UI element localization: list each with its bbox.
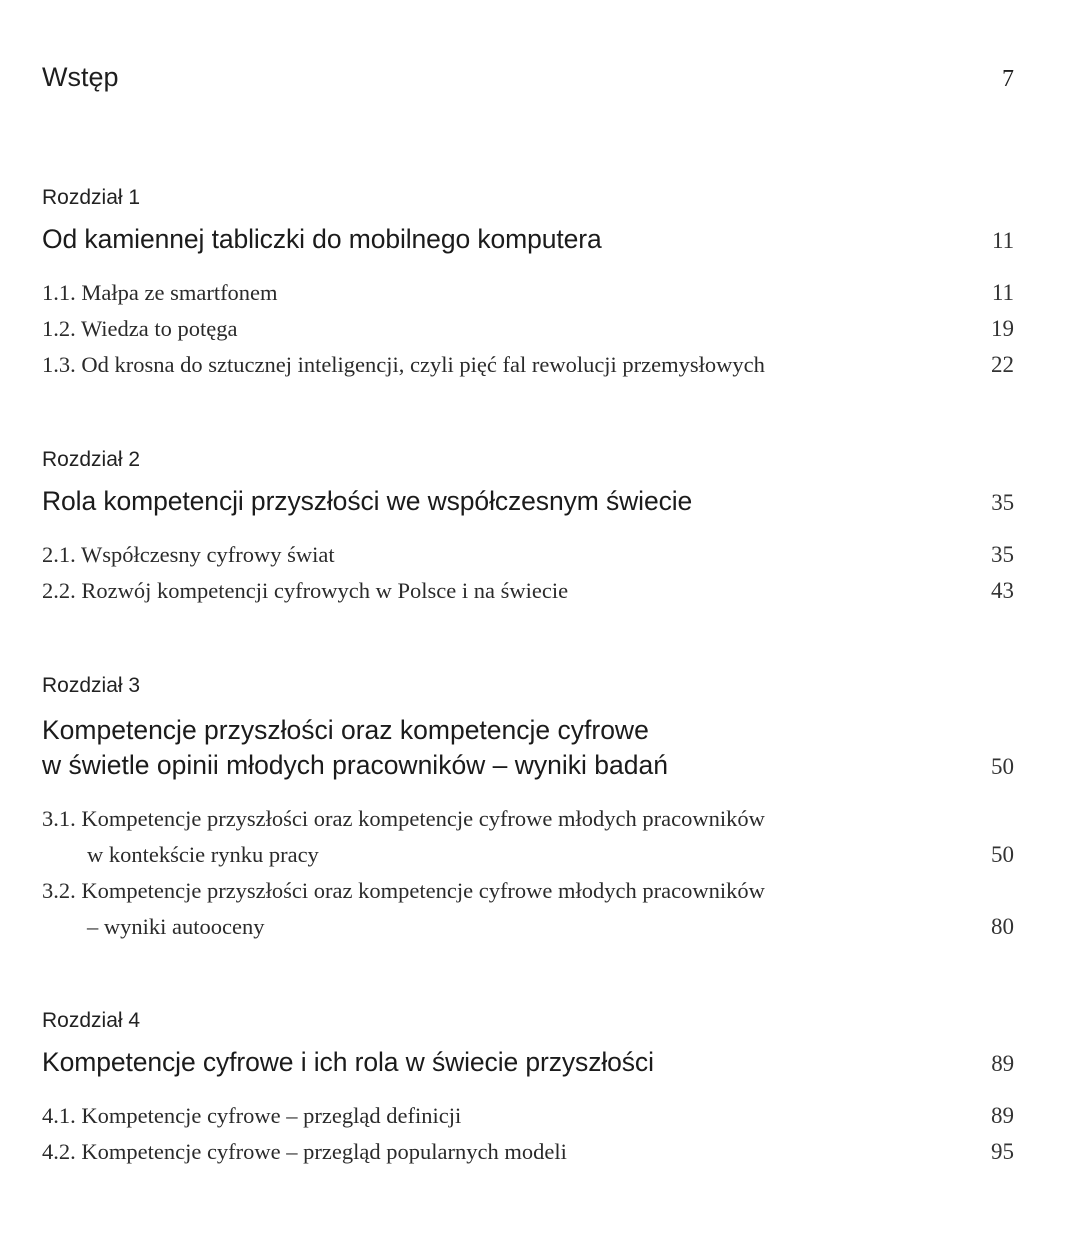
- chapter-1-label: Rozdział 1: [42, 186, 141, 209]
- section-1-3-page-number: 22: [991, 352, 1014, 377]
- section-number: 1.2.: [42, 316, 76, 341]
- toc-entry-intro[interactable]: [42, 62, 1014, 93]
- toc-entry-chapter-4[interactable]: [42, 1047, 1014, 1078]
- section-title: Wiedza to potęga: [80, 316, 238, 341]
- chapter-4-title: Kompetencje cyfrowe i ich rola w świecie przyszłości: [42, 1047, 654, 1077]
- toc-entry-section-3-1[interactable]: [42, 801, 1014, 873]
- section-title: Współczesny cyfrowy świat: [80, 542, 335, 567]
- section-number: 3.2.: [42, 878, 76, 903]
- section-3-1-page-number: 50: [991, 842, 1014, 867]
- section-4-1-title: [42, 1103, 461, 1129]
- section-number: 2.2.: [42, 578, 76, 603]
- toc-entry-section-4-2[interactable]: [42, 1139, 1014, 1165]
- section-1-1-title: [42, 280, 278, 306]
- section-4-2-title: [42, 1139, 567, 1165]
- section-title-line-1: Kompetencje przyszłości oraz kompetencje cyfrowe młodych pracowników: [81, 806, 765, 831]
- section-2-1-page-number: 35: [991, 542, 1014, 567]
- section-title: Od krosna do sztucznej inteligencji, czyli pięć fal rewolucji przemysłowych: [81, 352, 765, 377]
- section-number: 3.1.: [42, 806, 76, 831]
- section-title-line-2: – wyniki autooceny: [87, 914, 265, 939]
- section-2-1-title: [42, 542, 335, 568]
- section-number: 1.3.: [42, 352, 76, 377]
- section-1-1-page-number: 11: [991, 280, 1014, 305]
- section-1-2-title: [42, 316, 238, 342]
- section-title: Małpa ze smartfonem: [81, 280, 278, 305]
- section-3-2-page-number: 80: [991, 914, 1014, 939]
- toc-entry-chapter-1[interactable]: [42, 224, 1014, 255]
- chapter-1-title: Od kamiennej tabliczki do mobilnego komputera: [42, 224, 602, 254]
- section-2-2-title: [42, 578, 568, 604]
- chapter-3-label: Rozdział 3: [42, 674, 141, 697]
- section-title: Kompetencje cyfrowe – przegląd popularnych modeli: [81, 1139, 567, 1164]
- toc-entry-section-1-1[interactable]: [42, 280, 1014, 306]
- section-number: 1.1.: [42, 280, 76, 305]
- section-title-line-1: Kompetencje przyszłości oraz kompetencje cyfrowe młodych pracowników: [81, 878, 765, 903]
- section-title: Kompetencje cyfrowe – przegląd definicji: [81, 1103, 462, 1128]
- section-4-2-page-number: 95: [991, 1139, 1014, 1164]
- chapter-3-title-line-2: w świetle opinii młodych pracowników – wyniki badań: [42, 750, 668, 780]
- intro-title: Wstęp: [42, 62, 119, 92]
- section-1-2-page-number: 19: [991, 316, 1014, 341]
- section-4-1-page-number: 89: [991, 1103, 1014, 1128]
- chapter-3-title-line-1: Kompetencje przyszłości oraz kompetencje cyfrowe: [42, 715, 649, 745]
- section-number: 2.1.: [42, 542, 76, 567]
- section-1-3-title: [42, 352, 765, 378]
- toc-entry-chapter-2[interactable]: [42, 486, 1014, 517]
- toc-entry-section-2-1[interactable]: [42, 542, 1014, 568]
- chapter-2-label: Rozdział 2: [42, 448, 141, 471]
- toc-entry-chapter-3[interactable]: [42, 713, 1014, 784]
- section-title-line-2: w kontekście rynku pracy: [87, 842, 319, 867]
- toc-entry-section-1-3[interactable]: [42, 352, 1014, 378]
- toc-entry-section-1-2[interactable]: [42, 316, 1014, 342]
- chapter-2-page-number: 35: [991, 490, 1014, 515]
- section-2-2-page-number: 43: [991, 578, 1014, 603]
- chapter-3-page-number: 50: [991, 754, 1014, 779]
- intro-page-number: 7: [1002, 66, 1014, 92]
- chapter-4-page-number: 89: [991, 1051, 1014, 1076]
- chapter-1-page-number: 11: [992, 228, 1014, 253]
- toc-entry-section-4-1[interactable]: [42, 1103, 1014, 1129]
- section-number: 4.1.: [42, 1103, 76, 1128]
- toc-entry-section-2-2[interactable]: [42, 578, 1014, 604]
- chapter-2-title: Rola kompetencji przyszłości we współczesnym świecie: [42, 486, 693, 516]
- section-number: 4.2.: [42, 1139, 76, 1164]
- section-title: Rozwój kompetencji cyfrowych w Polsce i na świecie: [81, 578, 569, 603]
- chapter-4-label: Rozdział 4: [42, 1009, 141, 1032]
- toc-entry-section-3-2[interactable]: [42, 873, 1014, 945]
